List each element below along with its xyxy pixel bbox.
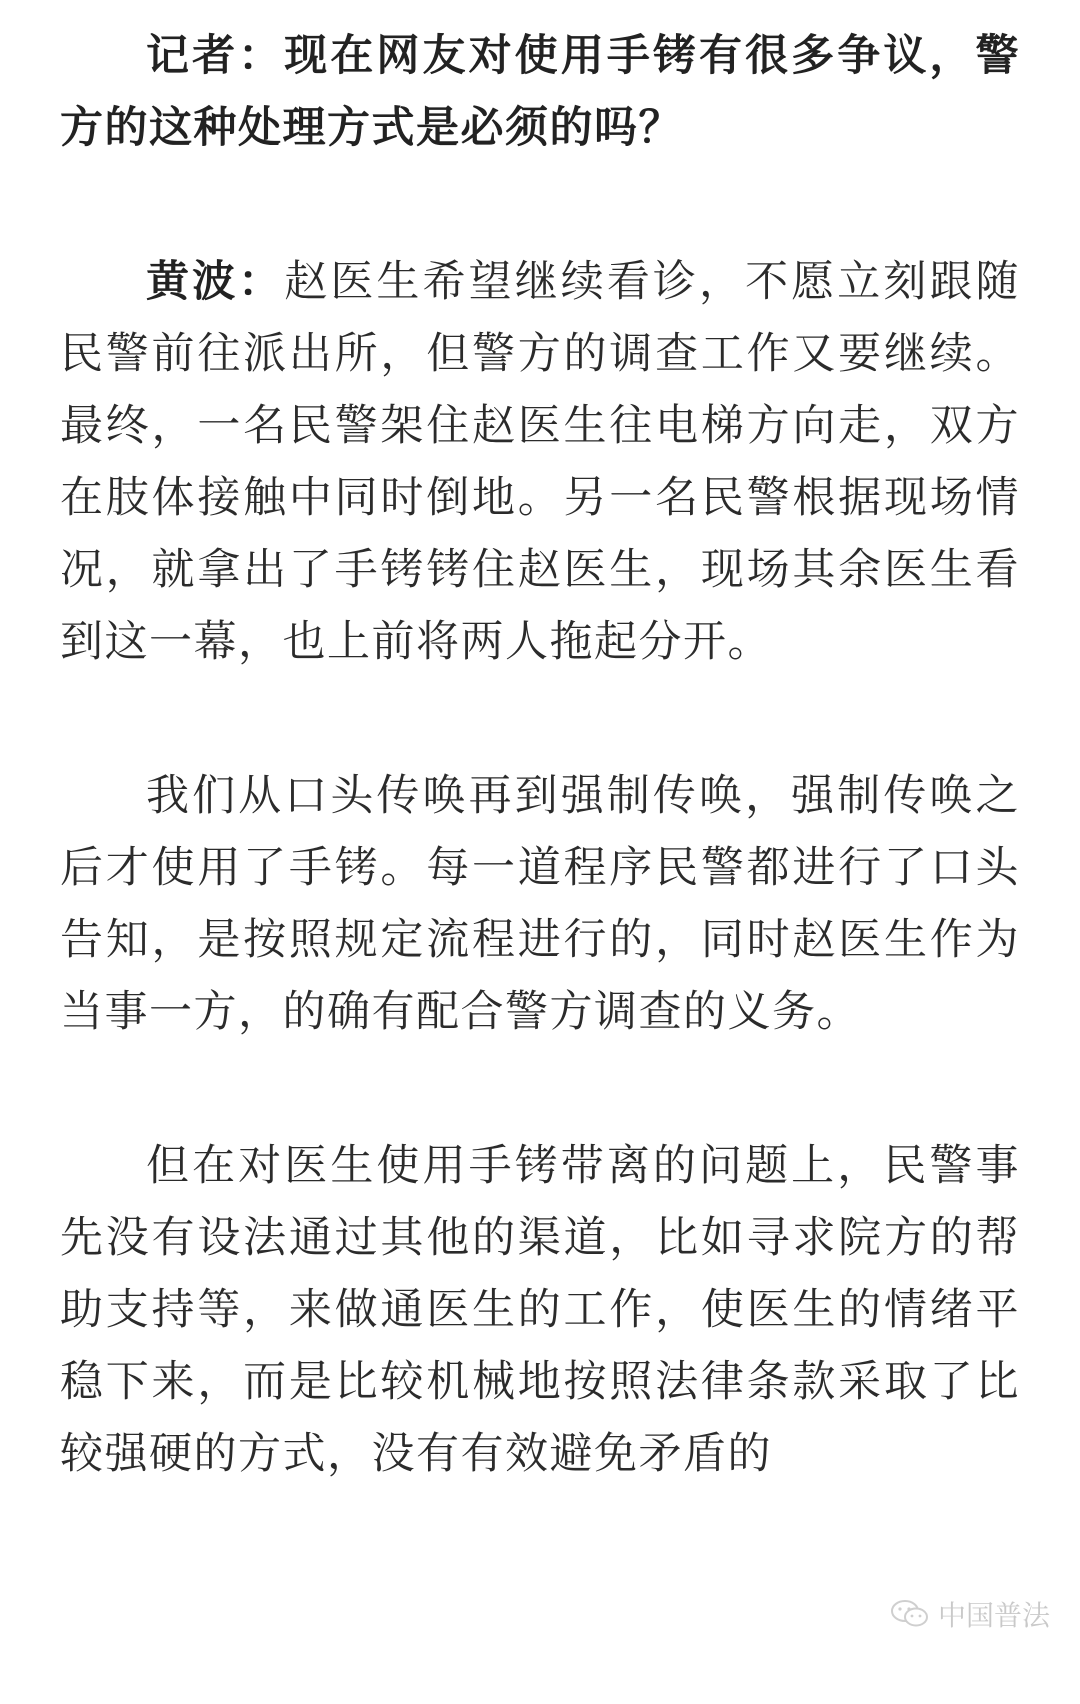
question-text: 记者：现在网友对使用手铐有很多争议，警方的这种处理方式是必须的吗？ xyxy=(60,31,1020,153)
article-body xyxy=(60,0,1020,1572)
wechat-icon xyxy=(890,1599,930,1629)
body-paragraph xyxy=(60,1130,1020,1490)
question-paragraph xyxy=(60,20,1020,164)
answer-text: 赵医生希望继续看诊，不愿立刻跟随民警前往派出所，但警方的调查工作又要继续。最终，一名民警架住赵医生往电梯方向走，双方在肢体接触中同时倒地。另一名民警根据现场情况，就拿出了手铐铐住赵医生，现场其余医生看到这一幕，也上前将两人拖起分开。 xyxy=(60,257,1020,667)
watermark-text: 中国普法 xyxy=(937,1599,1050,1632)
body-text: 我们从口头传唤再到强制传唤，强制传唤之后才使用了手铐。每一道程序民警都进行了口头告知，是按照规定流程进行的，同时赵医生作为当事一方，的确有配合警方调查的义务。 xyxy=(60,771,1020,1037)
source-watermark xyxy=(890,1594,1050,1634)
body-text: 但在对医生使用手铐带离的问题上，民警事先没有设法通过其他的渠道，比如寻求院方的帮助支持等，来做通医生的工作，使医生的情绪平稳下来，而是比较机械地按照法律条款采取了比较强硬的方式，没有有效避免矛盾的 xyxy=(60,1141,1020,1479)
body-paragraph xyxy=(60,760,1020,1048)
speaker-label: 黄波： xyxy=(146,257,285,307)
answer-paragraph xyxy=(60,246,1020,678)
